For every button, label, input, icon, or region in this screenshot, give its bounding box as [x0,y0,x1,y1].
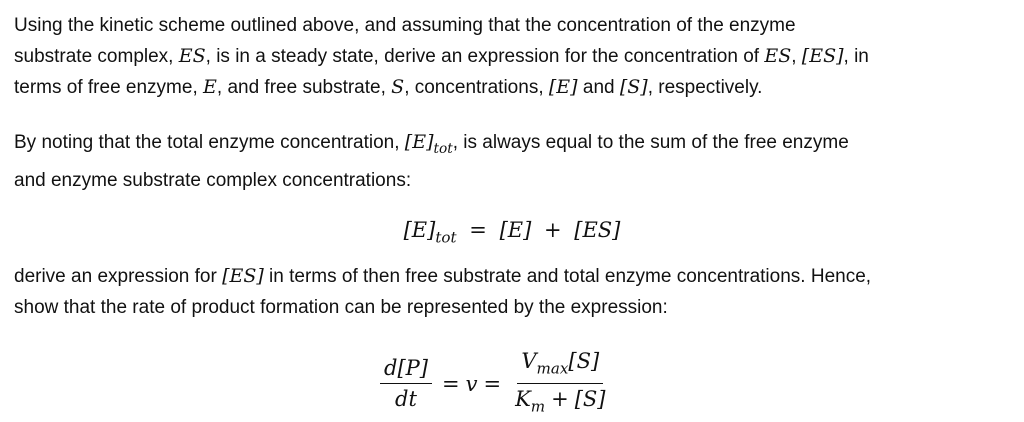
paragraph-derive-rate [14,261,871,323]
text-span: By noting that the total enzyme concentration, [14,132,405,153]
math-symbol: [E] [404,131,434,153]
math-symbol: v [465,371,478,396]
text-span: terms of free enzyme, [14,77,204,98]
text-span: and [577,77,620,98]
text-span: substrate complex, [14,46,179,67]
text-line [14,127,849,165]
fraction-denominator: dt [395,387,417,412]
text-line [14,261,871,292]
text-span: , respectively. [647,77,763,98]
text-line [14,72,869,103]
plus-sign: + [551,387,569,412]
text-span: , and free substrate, [216,77,392,98]
text-span: , is in a steady state, derive an expression for the concentration of [205,46,765,67]
fraction-denominator [511,384,609,419]
math-subscript: max [536,359,569,378]
math-symbol: [ES] [574,218,621,242]
math-symbol: [ES] [801,45,844,67]
math-subscript: tot [435,228,457,247]
text-span: , [791,46,802,67]
text-line [14,292,871,323]
text-span: in terms of then free substrate and total enzyme concentrations. Hence, [263,266,872,287]
fraction-dp-dt [380,355,432,412]
text-span: , concentrations, [404,77,549,98]
math-symbol: [S] [568,349,600,373]
math-symbol: E [203,76,217,98]
text-span: , in [843,46,869,67]
text-span: , is always equal to the sum of the free enzyme [452,132,849,153]
math-symbol: K [515,387,531,412]
equation-michaelis-menten [376,348,613,420]
math-symbol: [S] [574,387,606,412]
equals-sign: = [441,371,460,396]
text-span: show that the rate of product formation can be represented by the expression: [14,297,668,318]
math-symbol: [E] [499,218,532,242]
math-subscript: tot [433,140,453,157]
fraction-numerator: d[P] [380,355,432,384]
text-span: and enzyme substrate complex concentrations: [14,169,412,191]
text-line [14,41,869,72]
fraction-vmax-km [511,348,609,420]
math-symbol: [E] [548,76,578,98]
fraction-numerator [517,348,603,384]
paragraph-steady-state [14,10,869,103]
paragraph-total-enzyme [14,127,849,196]
equals-sign: = [469,218,487,242]
text-line [14,165,849,196]
math-subscript: m [530,397,546,416]
equals-sign: = [483,371,502,396]
math-symbol: S [391,76,405,98]
math-symbol: [S] [619,76,648,98]
math-symbol: [ES] [222,265,264,287]
equation-total-enzyme [14,215,1010,252]
plus-sign: + [543,218,562,242]
math-symbol: ES [764,45,792,67]
text-line [14,10,869,41]
math-symbol: V [521,349,537,373]
math-symbol: ES [178,45,206,67]
text-span: derive an expression for [14,266,223,287]
math-symbol: [E] [403,218,436,242]
text-span: Using the kinetic scheme outlined above, and assuming that the concentration of the enzyme [14,15,796,36]
